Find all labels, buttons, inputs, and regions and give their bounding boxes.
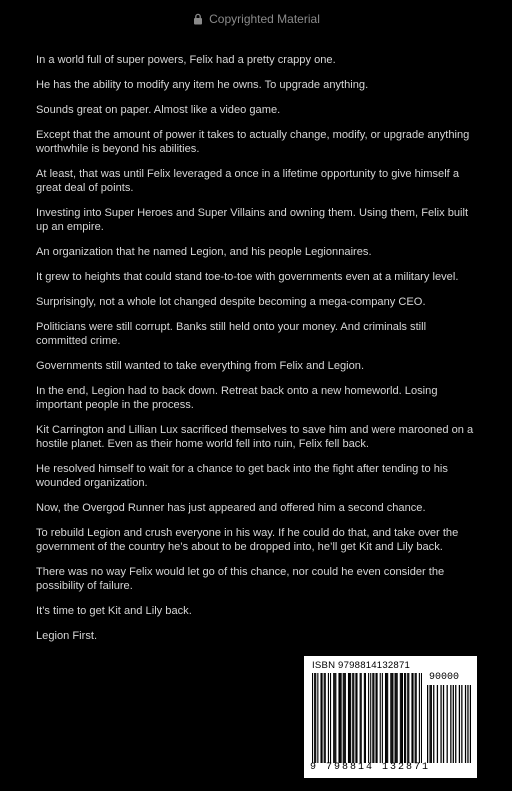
blurb-paragraph: Now, the Overgod Runner has just appeared and offered him a second chance. [36,502,426,514]
blurb-paragraph: In a world full of super powers, Felix had a pretty crappy one. [36,54,336,66]
blurb-paragraph: Investing into Super Heroes and Super Villains and owning them. Using them, Felix built up an empire. [36,207,469,233]
blurb-paragraph: Except that the amount of power it takes to actually change, modify, or upgrade anything worthwhile is beyond his abilities. [36,129,470,155]
watermark-text: Copyrighted Material [209,12,320,26]
blurb-paragraph: To rebuild Legion and crush everyone in his way. If he could do that, and take over the government of the country he’s about to be dropped into, he’ll get Kit and Lily back. [36,527,459,553]
blurb-paragraph: Sounds great on paper. Almost like a video game. [36,104,281,116]
isbn-barcode-box [304,656,477,778]
blurb-paragraph: He has the ability to modify any item he owns. To upgrade anything. [36,79,369,91]
price-code: 90000 [429,672,460,683]
back-cover-blurb [36,53,478,654]
blurb-paragraph: In the end, Legion had to back down. Retreat back onto a new homeworld. Losing important people in the process. [36,385,438,411]
blurb-paragraph: Legion First. [36,630,98,642]
blurb-paragraph: At least, that was until Felix leveraged a once in a lifetime opportunity to give himself a great deal of points. [36,168,460,194]
price-addon-barcode [427,685,471,763]
lock-icon [192,13,204,25]
ean13-barcode [312,673,422,763]
blurb-paragraph: It grew to heights that could stand toe-to-toe with governments even at a military level. [36,271,459,283]
blurb-paragraph: Kit Carrington and Lillian Lux sacrificed themselves to save him and were marooned on a hostile planet. Even as their home world fell into ruin, Felix fell back. [36,424,474,450]
blurb-paragraph: An organization that he named Legion, and his people Legionnaires. [36,246,372,258]
blurb-paragraph: Surprisingly, not a whole lot changed despite becoming a mega-company CEO. [36,296,426,308]
blurb-paragraph: It’s time to get Kit and Lily back. [36,605,192,617]
blurb-paragraph: Politicians were still corrupt. Banks still held onto your money. And criminals still committed crime. [36,321,427,347]
isbn-label: ISBN 9798814132871 [312,660,411,671]
blurb-paragraph: Governments still wanted to take everything from Felix and Legion. [36,360,365,372]
isbn-digits: 9 798814 132871 [310,762,431,773]
blurb-paragraph: He resolved himself to wait for a chance to get back into the fight after tending to his wounded organization. [36,463,448,489]
copyright-watermark [0,12,512,26]
blurb-paragraph: There was no way Felix would let go of this chance, nor could he even consider the possibility of failure. [36,566,445,592]
